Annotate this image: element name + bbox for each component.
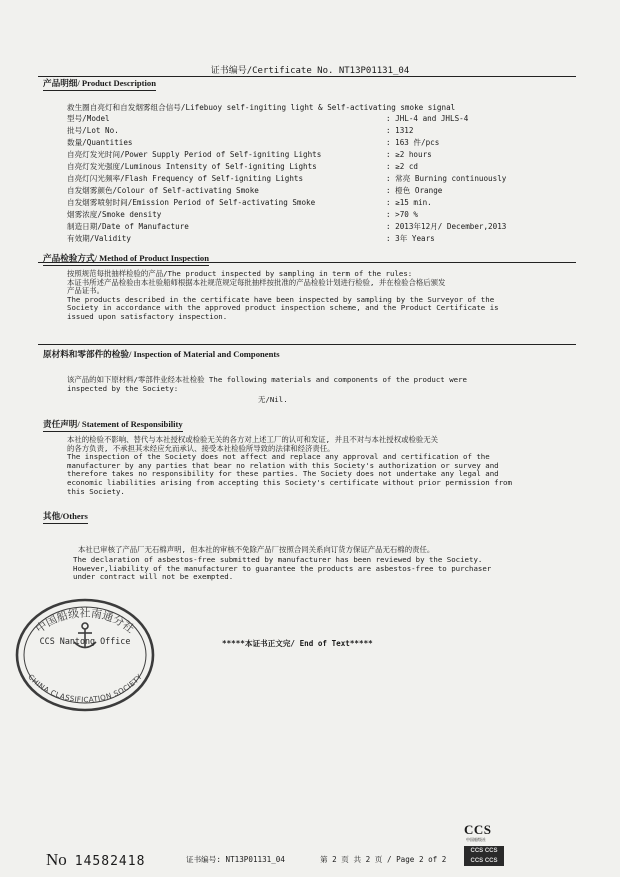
spec-row xyxy=(67,125,567,137)
others-line: under contract will not be exempted. xyxy=(73,572,234,582)
spec-label: 自亮灯发光强度/Luminous Intensity of Self-igniting Lights xyxy=(67,162,317,171)
product-name: 救生圈自亮灯和自发烟雾组合信号/Lifebuoy self-ingiting light & Self-activating smoke signal xyxy=(67,103,456,112)
spec-label: 批号/Lot No. xyxy=(67,126,119,135)
responsibility-line: 本社的检验不影响、替代与本社授权或检验无关的各方对上述工厂的认可和发证, 并且不对与本社授权或检验无关 xyxy=(67,435,439,444)
inspection-method-line: The products described in the certificate have been inspected by sampling by the Surveyor of the xyxy=(67,294,495,304)
inspection-method-line: 产品证书。 xyxy=(67,286,104,296)
footer-page-number: 第 2 页 共 2 页 / Page 2 of 2 xyxy=(320,855,447,864)
responsibility-heading: 责任声明/ Statement of Responsibility xyxy=(43,418,183,432)
responsibility-line: The inspection of the Society does not affect and replace any approval and certification of the xyxy=(67,452,490,462)
seal-top-text: 中国船级社南通分社 xyxy=(33,606,137,636)
material-inspection-heading: 原材料和零部件的检验/ Inspection of Material and Components xyxy=(43,349,280,359)
spec-label: 自亮灯发光时间/Power Supply Period of Self-igniting Lights xyxy=(67,150,322,159)
footer-certificate-number: 证书编号: NT13P01131_04 xyxy=(186,855,285,864)
serial-number xyxy=(46,850,145,870)
responsibility-text xyxy=(67,436,512,496)
spec-value: : 1312 xyxy=(386,126,414,135)
spec-row xyxy=(67,137,567,149)
spec-label: 型号/Model xyxy=(67,114,110,123)
ccs-logo-subtext: 中国船级社 xyxy=(466,837,486,842)
ccs-logo-bar xyxy=(464,846,504,866)
spec-row xyxy=(67,233,567,245)
material-inspection-line: inspected by the Society: xyxy=(67,383,179,393)
responsibility-line: this Society. xyxy=(67,486,125,496)
inspection-method-text xyxy=(67,270,499,322)
ccs-logo-bar-line: CCS CCS xyxy=(470,858,498,864)
spec-label: 自发烟雾颜色/Colour of Self-activating Smoke xyxy=(67,186,259,195)
others-line: However,liability of the manufacturer to guarantee the products are asbestos-free to purchaser xyxy=(73,563,492,573)
spec-row xyxy=(67,113,567,125)
others-heading: 其他/Others xyxy=(43,510,88,524)
spec-value: : 常亮 Burning continuously xyxy=(386,174,507,183)
spec-label: 烟雾浓度/Smoke density xyxy=(67,210,162,219)
official-seal-stamp xyxy=(12,596,158,714)
spec-row xyxy=(67,161,567,173)
certificate-number-header: 证书编号/Certificate No. NT13P01131_04 xyxy=(210,66,410,76)
responsibility-line: economic liabilities arising from accepting this Society's certificate without prior permission from xyxy=(67,477,512,487)
spec-row xyxy=(67,197,567,209)
others-line: 本社已审核了产品厂无石棉声明, 但本社的审核不免除产品厂按照合同关系向订货方保证产品无石棉的责任。 xyxy=(78,545,435,554)
end-of-text: *****本证书正文完/ End of Text***** xyxy=(222,639,373,648)
spec-value: : 3年 Years xyxy=(386,234,435,243)
inspection-method-line: 按照规范每批抽样检验的产品/The product inspected by sampling in term of the rules: xyxy=(67,269,413,278)
serial-prefix: No xyxy=(46,850,67,869)
spec-row xyxy=(67,185,567,197)
inspection-method-line: Society in accordance with the approved product inspection scheme, and the Product Certificate is xyxy=(67,303,499,313)
spec-row xyxy=(67,221,567,233)
others-text-english xyxy=(73,556,491,582)
ccs-logo xyxy=(458,820,510,868)
spec-label: 数量/Quantities xyxy=(67,138,133,147)
ccs-logo-text: CCS xyxy=(464,822,492,837)
spec-value: : >70 % xyxy=(386,210,419,219)
others-text xyxy=(78,546,434,555)
spec-value: : 163 件/pcs xyxy=(386,138,440,147)
material-inspection-text xyxy=(67,376,467,393)
spec-value: : ≥15 min. xyxy=(386,198,432,207)
responsibility-line: manufacturer by any parties that bear no relation with this Society's authorization or survey and xyxy=(67,460,499,470)
product-description-heading: 产品明细/ Product Description xyxy=(43,77,156,91)
spec-label: 制造日期/Date of Manufacture xyxy=(67,222,189,231)
material-inspection-line: 该产品的如下原材料/零部件业经本社检验 The following materials and components of the product were xyxy=(67,375,468,384)
spec-value: : ≥2 hours xyxy=(386,150,432,159)
spec-value: : 橙色 Orange xyxy=(386,186,443,195)
spec-label: 自亮灯闪光频率/Flash Frequency of Self-igniting Lights xyxy=(67,174,304,183)
spec-row xyxy=(67,149,567,161)
others-line: The declaration of asbestos-free submitted by manufacturer has been reviewed by the Society. xyxy=(73,555,483,564)
ccs-logo-bar-line: CCS CCS xyxy=(470,848,498,854)
spec-value: : JHL-4 and JHLS-4 xyxy=(386,114,469,123)
inspection-method-heading: 产品检验方式/ Method of Product Inspection xyxy=(43,252,209,266)
inspection-method-line: issued upon satisfactory inspection. xyxy=(67,311,228,321)
spec-label: 有效期/Validity xyxy=(67,234,131,243)
spec-value: : ≥2 cd xyxy=(386,162,419,171)
serial-digits: 14582418 xyxy=(74,854,146,869)
spec-value: : 2013年12月/ December,2013 xyxy=(386,222,507,231)
material-rule xyxy=(38,344,576,345)
inspection-method-line: 本证书所述产品检验由本社验船师根据本社规范规定每批抽样按批准的产品检验计划进行检验, 并在检验合格后颁发 xyxy=(67,277,446,287)
spec-label: 自发烟雾喷射时间/Emission Period of Self-activating Smoke xyxy=(67,198,316,207)
responsibility-line: therefore takes no responsibility for these parties. The Society does not undertake any legal and xyxy=(67,469,499,479)
seal-center-text: CCS Nantong Office xyxy=(39,636,131,646)
responsibility-line: 的各方负责, 不承担其未经应允而承认、接受本社检验所导致的法律和经济责任。 xyxy=(67,443,335,453)
seal-bottom-text: CHINA CLASSIFICATION SOCIETY xyxy=(26,672,144,705)
spec-row xyxy=(67,209,567,221)
spec-row xyxy=(67,173,567,185)
material-nil: 无/Nil. xyxy=(258,395,288,404)
